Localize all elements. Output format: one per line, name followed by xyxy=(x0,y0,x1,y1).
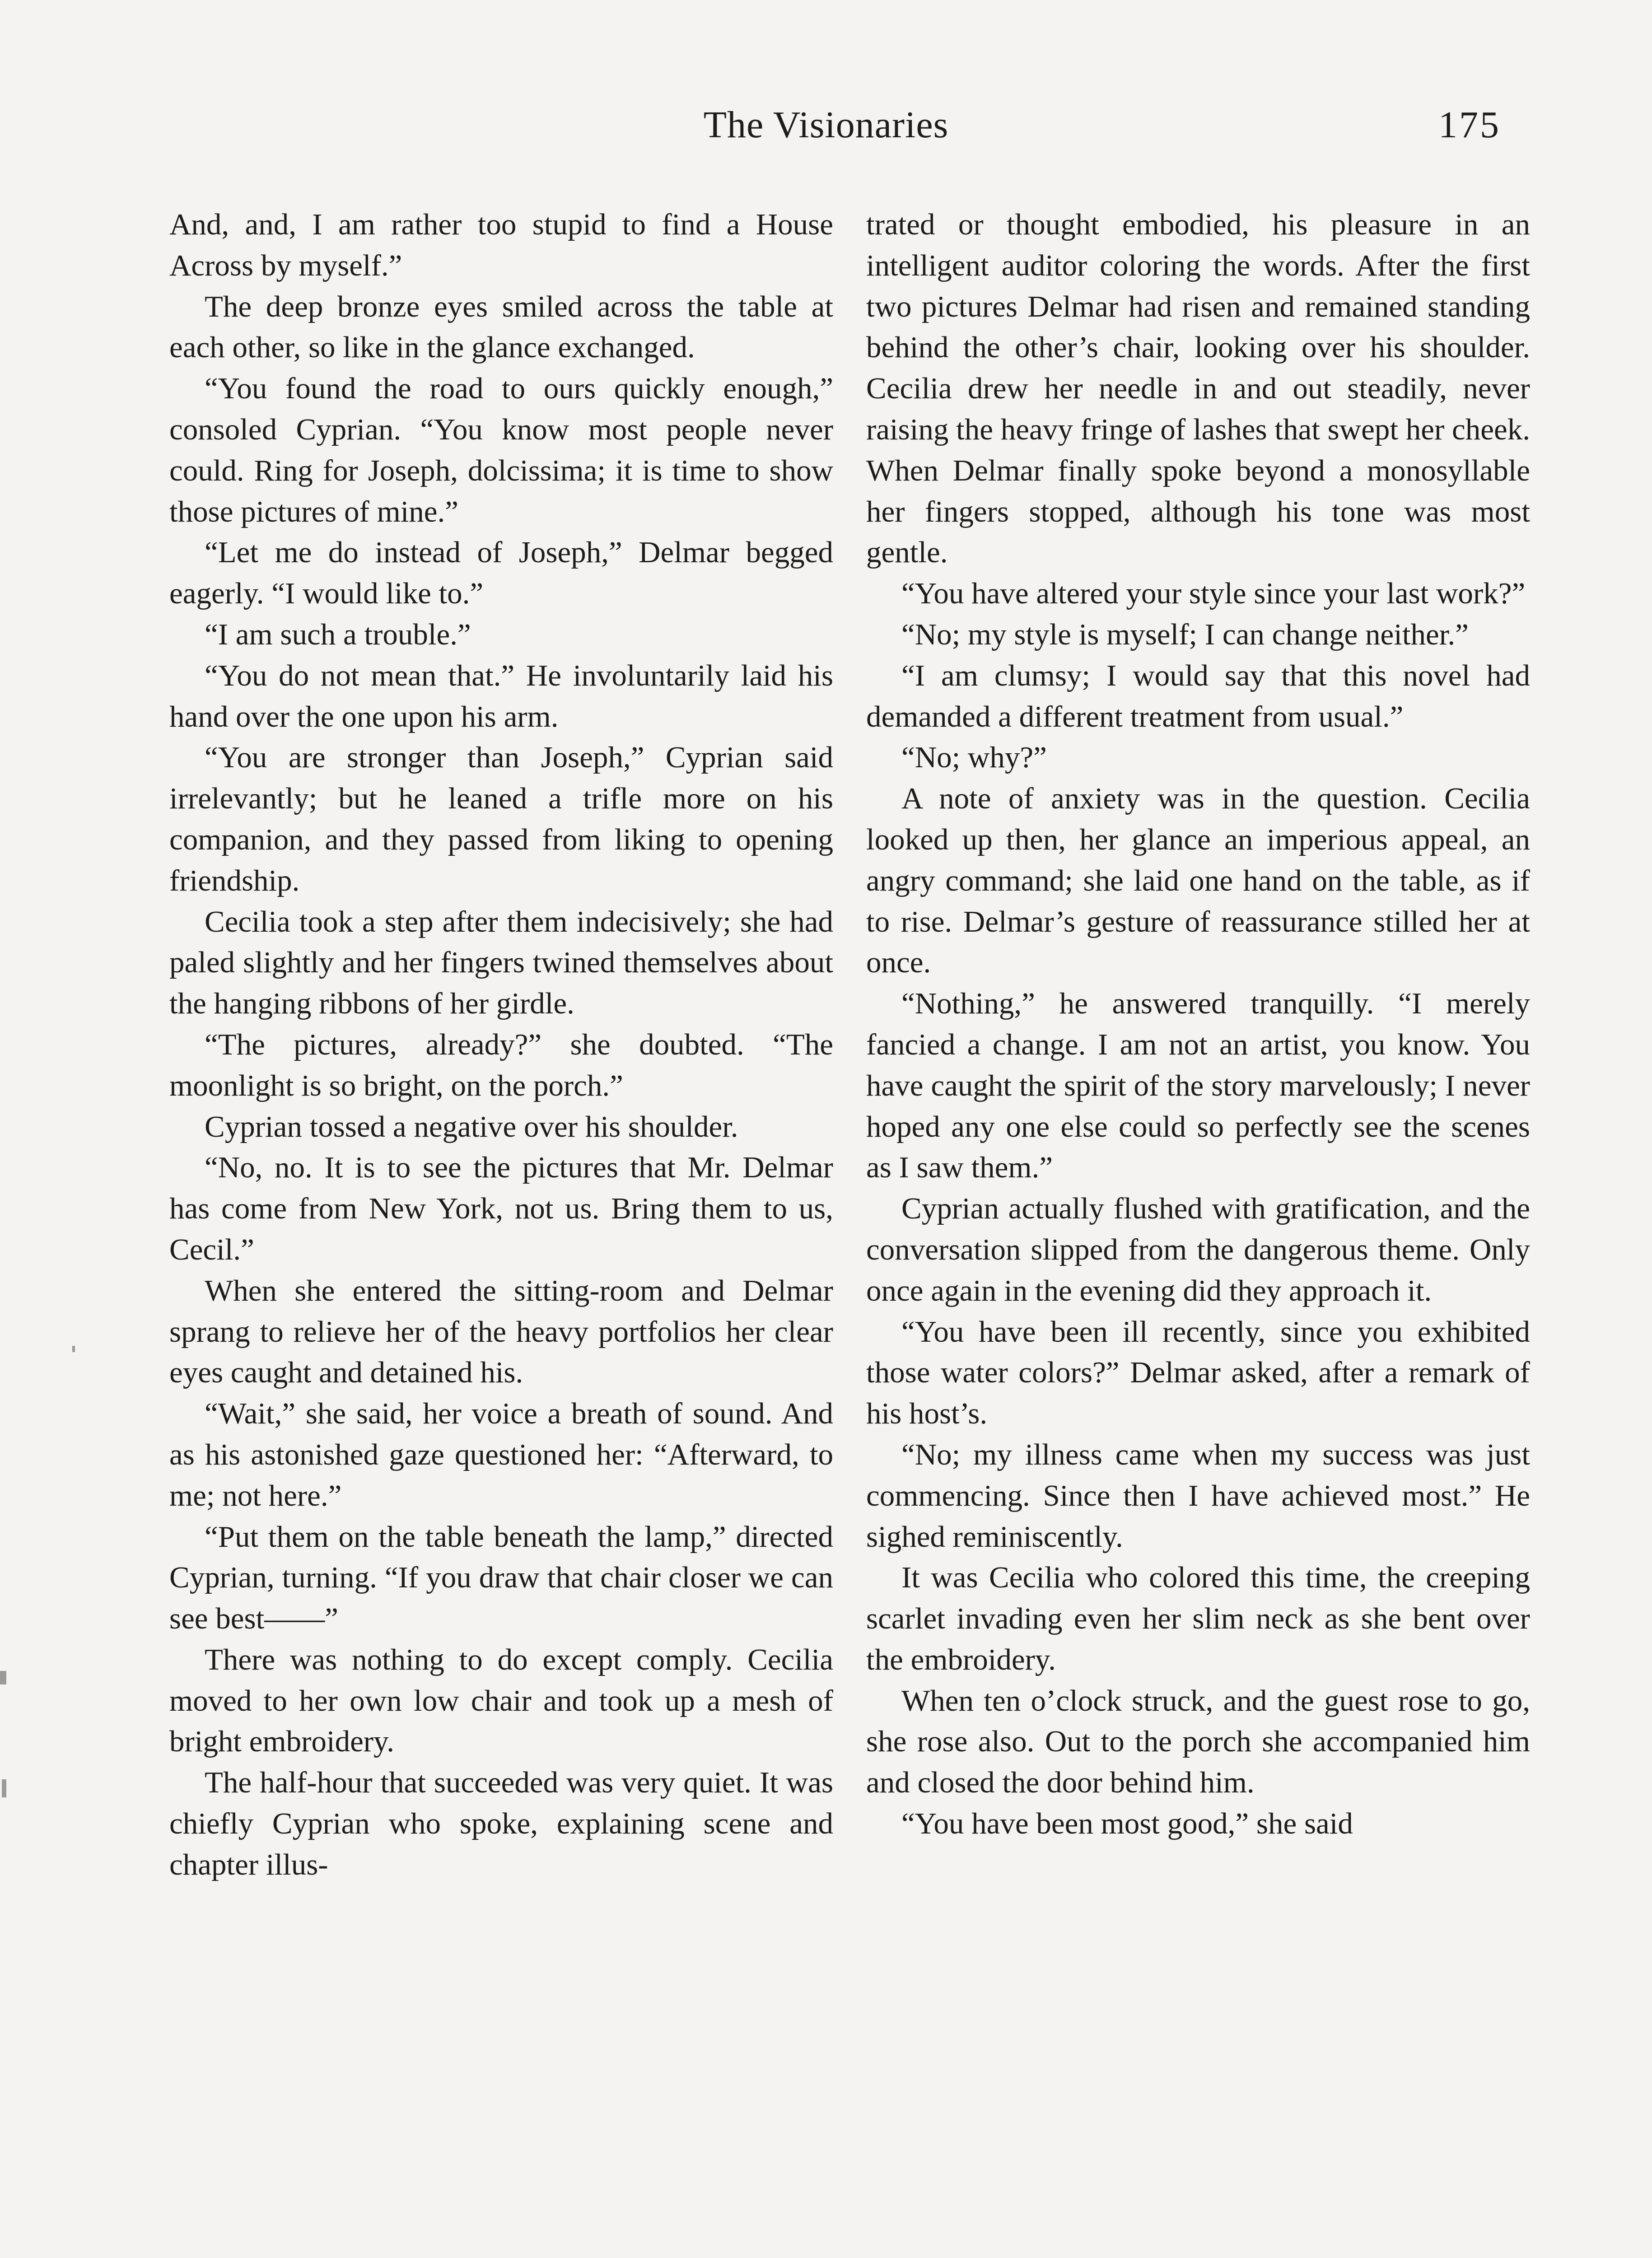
paragraph: The deep bronze eyes smiled across the table at each other, so like in the glance exchanged. xyxy=(169,289,833,364)
paragraph: “Let me do instead of Joseph,” Delmar begged eagerly. “I would like to.” xyxy=(169,536,833,611)
paragraph: A note of anxiety was in the question. Cecilia looked up then, her glance an imperious appeal, an angry command; she laid one hand on the table, as if to rise. Delmar’s gesture of reassurance stilled her at once. xyxy=(866,782,1530,980)
page-header xyxy=(0,103,1652,157)
text-column-left xyxy=(169,204,833,1885)
paragraph: “You have altered your style since your last work?” xyxy=(901,577,1526,611)
paragraph: “Wait,” she said, her voice a breath of sound. And as his astonished gaze questioned her: “Afterward, to me; not here.” xyxy=(169,1397,833,1512)
paragraph: “You have been ill recently, since you exhibited those water colors?” Delmar asked, after a remark of his host’s. xyxy=(866,1315,1530,1431)
paragraph: “Put them on the table beneath the lamp,” directed Cyprian, turning. “If you draw that chair closer we can see best——” xyxy=(169,1520,833,1636)
paragraph: And, and, I am rather too stupid to find a House Across by myself.” xyxy=(169,208,833,282)
paragraph: “You are stronger than Joseph,” Cyprian said irrelevantly; but he leaned a trifle more on his companion, and they passed from liking to opening friendship. xyxy=(169,741,833,897)
paragraph: Cyprian actually flushed with gratification, and the conversation slipped from the dangerous theme. Only once again in the evening did they approach it. xyxy=(866,1192,1530,1307)
text-column-right xyxy=(866,204,1530,1844)
page-number: 175 xyxy=(1438,104,1501,146)
paragraph: “You found the road to ours quickly enough,” consoled Cyprian. “You know most people never could. Ring for Joseph, dolcissima; it is time to show those pictures of mine.” xyxy=(169,372,833,528)
paragraph: trated or thought embodied, his pleasure in an intelligent auditor coloring the words. After the first two pictures Delmar had risen and remained standing behind the other’s chair, looking over his shoulder. Cecilia drew her needle in and out steadily, never raising the heavy fringe of lashes that swept her cheek. When Delmar finally spoke beyond a monosyllable her fingers stopped, although his tone was most gentle. xyxy=(866,208,1530,569)
paragraph: “No; my illness came when my success was just commencing. Since then I have achieved most.” He sighed reminiscently. xyxy=(866,1437,1530,1554)
paragraph: “Nothing,” he answered tranquilly. “I merely fancied a change. I am not an artist, you know. You have caught the spirit of the story marvelously; I never hoped any one else could so perfectly see the scenes as I saw them.” xyxy=(866,987,1530,1185)
scan-artifact xyxy=(72,1346,75,1352)
paragraph: “I am clumsy; I would say that this novel had demanded a different treatment from usual.” xyxy=(866,658,1530,733)
paragraph: There was nothing to do except comply. Cecilia moved to her own low chair and took up a mesh of bright embroidery. xyxy=(169,1642,833,1759)
paragraph: When ten o’clock struck, and the guest rose to go, she rose also. Out to the porch she accompanied him and closed the door behind him. xyxy=(866,1684,1530,1800)
scan-artifact xyxy=(0,1671,6,1684)
paragraph: It was Cecilia who colored this time, the creeping scarlet invading even her slim neck as she bent over the embroidery. xyxy=(866,1561,1530,1676)
paragraph: “No; why?” xyxy=(901,741,1047,774)
paragraph: Cyprian tossed a negative over his shoulder. xyxy=(205,1110,738,1143)
paragraph: “I am such a trouble.” xyxy=(205,617,471,651)
paragraph: “You have been most good,” she said xyxy=(901,1807,1353,1841)
paragraph: The half-hour that succeeded was very quiet. It was chiefly Cyprian who spoke, explaining scene and chapter illus- xyxy=(169,1766,833,1881)
paragraph: “You do not mean that.” He involuntarily laid his hand over the one upon his arm. xyxy=(169,658,833,733)
scan-artifact xyxy=(2,1779,6,1797)
paragraph: “The pictures, already?” she doubted. “The moonlight is so bright, on the porch.” xyxy=(169,1027,833,1102)
running-title: The Visionaries xyxy=(703,104,949,146)
paragraph: “No, no. It is to see the pictures that Mr. Delmar has come from New York, not us. Bring them to us, Cecil.” xyxy=(169,1151,833,1266)
paragraph: When she entered the sitting-room and Delmar sprang to relieve her of the heavy portfolios her clear eyes caught and detained his. xyxy=(169,1274,833,1390)
paragraph: “No; my style is myself; I can change neither.” xyxy=(901,617,1469,651)
paragraph: Cecilia took a step after them indecisively; she had paled slightly and her fingers twined themselves about the hanging ribbons of her girdle. xyxy=(169,905,833,1021)
